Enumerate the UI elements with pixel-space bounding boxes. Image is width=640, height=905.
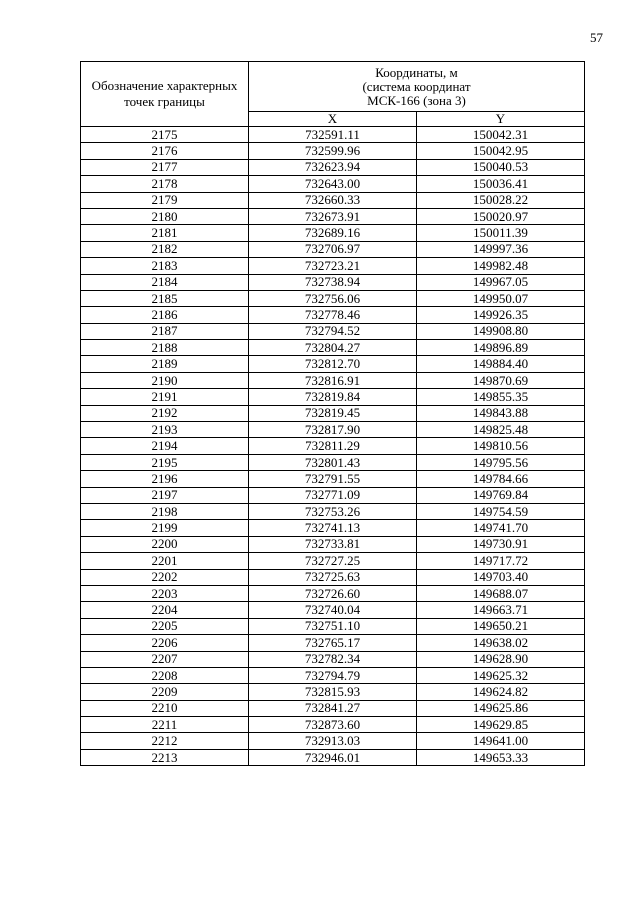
point-cell: 2200 [81,536,249,552]
table-row [81,225,585,241]
x-coordinate-cell: 732791.55 [249,471,417,487]
y-coordinate-cell: 150036.41 [417,176,585,192]
point-cell: 2192 [81,405,249,421]
x-coordinate-cell: 732591.11 [249,127,417,143]
page-number: 57 [590,30,603,45]
x-coordinate-cell: 732740.04 [249,602,417,618]
y-coordinate-cell: 149884.40 [417,356,585,372]
x-coordinate-cell: 732841.27 [249,700,417,716]
point-designation-header: Обозначение характерных точек границы [81,62,249,127]
point-cell: 2206 [81,635,249,651]
table-row [81,340,585,356]
x-coordinate-cell: 732801.43 [249,454,417,470]
y-column-header: Y [417,112,585,127]
x-coordinate-cell: 732753.26 [249,503,417,519]
table-body [81,127,585,766]
x-coordinate-cell: 732660.33 [249,192,417,208]
table-row [81,307,585,323]
point-cell: 2175 [81,127,249,143]
x-coordinate-cell: 732689.16 [249,225,417,241]
y-coordinate-cell: 149628.90 [417,651,585,667]
x-coordinate-cell: 732727.25 [249,553,417,569]
y-coordinate-cell: 149629.85 [417,717,585,733]
point-cell: 2180 [81,208,249,224]
y-coordinate-cell: 149997.36 [417,241,585,257]
point-cell: 2210 [81,700,249,716]
x-coordinate-cell: 732706.97 [249,241,417,257]
point-cell: 2211 [81,717,249,733]
point-cell: 2191 [81,389,249,405]
table-row [81,176,585,192]
table-row [81,618,585,634]
point-cell: 2196 [81,471,249,487]
table-row [81,405,585,421]
x-coordinate-cell: 732812.70 [249,356,417,372]
y-coordinate-cell: 149926.35 [417,307,585,323]
point-cell: 2205 [81,618,249,634]
y-coordinate-cell: 149982.48 [417,258,585,274]
point-cell: 2185 [81,290,249,306]
point-cell: 2201 [81,553,249,569]
table-row [81,192,585,208]
y-coordinate-cell: 149663.71 [417,602,585,618]
y-coordinate-cell: 149641.00 [417,733,585,749]
x-coordinate-cell: 732816.91 [249,372,417,388]
table-row [81,585,585,601]
table-row [81,520,585,536]
point-cell: 2204 [81,602,249,618]
point-cell: 2208 [81,667,249,683]
table-row [81,553,585,569]
x-coordinate-cell: 732804.27 [249,340,417,356]
coordinates-title-line3: МСК-166 (зона 3) [367,92,466,108]
y-coordinate-cell: 149855.35 [417,389,585,405]
point-cell: 2195 [81,454,249,470]
table-row [81,290,585,306]
table-row [81,536,585,552]
table-row [81,323,585,339]
point-cell: 2193 [81,422,249,438]
point-cell: 2184 [81,274,249,290]
table-row [81,700,585,716]
point-cell: 2197 [81,487,249,503]
y-coordinate-cell: 150042.31 [417,127,585,143]
y-coordinate-cell: 150028.22 [417,192,585,208]
table-row [81,667,585,683]
y-coordinate-cell: 149638.02 [417,635,585,651]
x-coordinate-cell: 732873.60 [249,717,417,733]
point-cell: 2199 [81,520,249,536]
table-row [81,274,585,290]
point-cell: 2181 [81,225,249,241]
table-row [81,438,585,454]
x-coordinate-cell: 732913.03 [249,733,417,749]
point-cell: 2188 [81,340,249,356]
coordinates-header [249,62,585,112]
y-coordinate-cell: 149625.86 [417,700,585,716]
x-coordinate-cell: 732643.00 [249,176,417,192]
x-coordinate-cell: 732815.93 [249,684,417,700]
x-coordinate-cell: 732673.91 [249,208,417,224]
point-cell: 2183 [81,258,249,274]
table-row [81,143,585,159]
point-cell: 2202 [81,569,249,585]
table-header-row [81,62,585,112]
y-coordinate-cell: 149769.84 [417,487,585,503]
coordinates-title-line2: (система координат [362,78,471,94]
table-row [81,159,585,175]
point-cell: 2209 [81,684,249,700]
y-coordinate-cell: 149950.07 [417,290,585,306]
table-row [81,684,585,700]
table-row [81,208,585,224]
x-coordinate-cell: 732794.79 [249,667,417,683]
table-row [81,241,585,257]
table-row [81,717,585,733]
y-coordinate-cell: 150011.39 [417,225,585,241]
y-coordinate-cell: 149653.33 [417,749,585,765]
coordinates-table [80,61,585,766]
table-row [81,733,585,749]
table-row [81,487,585,503]
y-coordinate-cell: 149896.89 [417,340,585,356]
x-coordinate-cell: 732725.63 [249,569,417,585]
point-cell: 2198 [81,503,249,519]
y-coordinate-cell: 149703.40 [417,569,585,585]
table-row [81,569,585,585]
table-row [81,454,585,470]
point-cell: 2179 [81,192,249,208]
point-cell: 2213 [81,749,249,765]
y-coordinate-cell: 150042.95 [417,143,585,159]
table-row [81,422,585,438]
point-cell: 2186 [81,307,249,323]
x-coordinate-cell: 732819.45 [249,405,417,421]
x-coordinate-cell: 732765.17 [249,635,417,651]
x-coordinate-cell: 732741.13 [249,520,417,536]
x-coordinate-cell: 732817.90 [249,422,417,438]
y-coordinate-cell: 149730.91 [417,536,585,552]
x-coordinate-cell: 732756.06 [249,290,417,306]
coordinates-title-line1: Координаты, м [375,64,458,80]
point-cell: 2203 [81,585,249,601]
y-coordinate-cell: 149717.72 [417,553,585,569]
point-cell: 2212 [81,733,249,749]
y-coordinate-cell: 149741.70 [417,520,585,536]
point-cell: 2190 [81,372,249,388]
x-coordinate-cell: 732946.01 [249,749,417,765]
point-cell: 2187 [81,323,249,339]
y-coordinate-cell: 149624.82 [417,684,585,700]
y-coordinate-cell: 149810.56 [417,438,585,454]
x-coordinate-cell: 732599.96 [249,143,417,159]
x-coordinate-cell: 732738.94 [249,274,417,290]
y-coordinate-cell: 149843.88 [417,405,585,421]
x-coordinate-cell: 732771.09 [249,487,417,503]
x-coordinate-cell: 732733.81 [249,536,417,552]
x-coordinate-cell: 732782.34 [249,651,417,667]
point-cell: 2178 [81,176,249,192]
table-row [81,127,585,143]
table-row [81,602,585,618]
y-coordinate-cell: 149625.32 [417,667,585,683]
x-coordinate-cell: 732778.46 [249,307,417,323]
y-coordinate-cell: 149795.56 [417,454,585,470]
x-coordinate-cell: 732811.29 [249,438,417,454]
x-coordinate-cell: 732751.10 [249,618,417,634]
x-column-header: X [249,112,417,127]
x-coordinate-cell: 732623.94 [249,159,417,175]
y-coordinate-cell: 149870.69 [417,372,585,388]
y-coordinate-cell: 149967.05 [417,274,585,290]
table-row [81,389,585,405]
x-coordinate-cell: 732819.84 [249,389,417,405]
point-cell: 2189 [81,356,249,372]
y-coordinate-cell: 149784.66 [417,471,585,487]
table-row [81,651,585,667]
table-row [81,356,585,372]
table-row [81,749,585,765]
point-cell: 2194 [81,438,249,454]
table-row [81,503,585,519]
y-coordinate-cell: 149688.07 [417,585,585,601]
y-coordinate-cell: 149754.59 [417,503,585,519]
x-coordinate-cell: 732726.60 [249,585,417,601]
y-coordinate-cell: 149825.48 [417,422,585,438]
x-coordinate-cell: 732794.52 [249,323,417,339]
table-row [81,635,585,651]
y-coordinate-cell: 150040.53 [417,159,585,175]
table-row [81,471,585,487]
point-cell: 2207 [81,651,249,667]
y-coordinate-cell: 149650.21 [417,618,585,634]
y-coordinate-cell: 150020.97 [417,208,585,224]
table-row [81,258,585,274]
point-cell: 2177 [81,159,249,175]
x-coordinate-cell: 732723.21 [249,258,417,274]
y-coordinate-cell: 149908.80 [417,323,585,339]
point-cell: 2182 [81,241,249,257]
point-cell: 2176 [81,143,249,159]
table-row [81,372,585,388]
